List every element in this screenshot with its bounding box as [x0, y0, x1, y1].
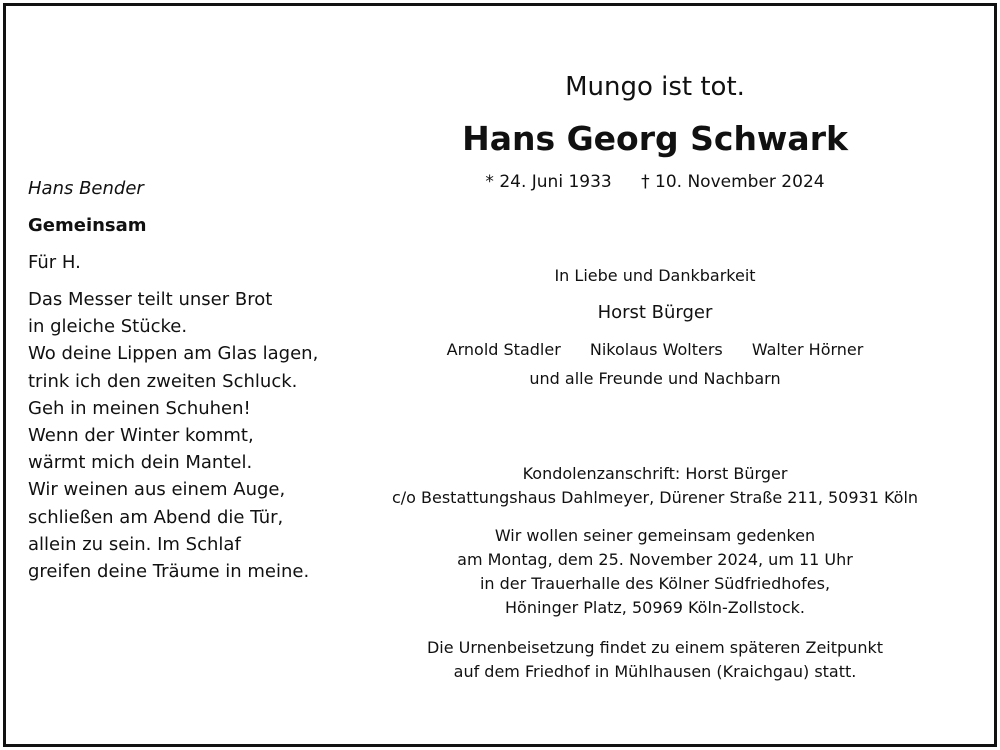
life-dates	[360, 172, 950, 192]
poem-title: Gemeinsam	[28, 215, 147, 236]
poem-line: Wenn der Winter kommt,	[28, 425, 254, 447]
birth-date: * 24. Juni 1933	[485, 172, 612, 192]
poem-line: wärmt mich dein Mantel.	[28, 452, 253, 474]
poem-lines	[28, 286, 358, 585]
mourner-name: Nikolaus Wolters	[589, 340, 723, 359]
condolence-line: c/o Bestattungshaus Dahlmeyer, Dürener Straße 211, 50931 Köln	[391, 488, 919, 507]
poem	[28, 176, 358, 585]
main-mourner: Horst Bürger	[597, 302, 713, 323]
memorial-line: in der Trauerhalle des Kölner Südfriedhofes,	[479, 574, 831, 593]
condolence-address	[360, 462, 950, 510]
poem-line: allein zu sein. Im Schlaf	[28, 533, 241, 555]
burial-line: auf dem Friedhof in Mühlhausen (Kraichgau) statt.	[453, 662, 857, 681]
memorial-line: Höninger Platz, 50969 Köln-Zollstock.	[505, 598, 805, 617]
poem-line: trink ich den zweiten Schluck.	[28, 370, 298, 392]
poem-line: Wo deine Lippen am Glas lagen,	[28, 343, 319, 365]
death-date: † 10. November 2024	[641, 172, 825, 192]
mourner-name: Walter Hörner	[751, 340, 864, 359]
poem-line: Wir weinen aus einem Auge,	[28, 479, 286, 501]
poem-line: Geh in meinen Schuhen!	[28, 397, 251, 419]
poem-author: Hans Bender	[28, 178, 144, 199]
memorial-line: Wir wollen seiner gemeinsam gedenken	[494, 526, 816, 545]
poem-dedication: Für H.	[28, 252, 81, 273]
headline: Mungo ist tot.	[565, 72, 745, 102]
memorial-line: am Montag, dem 25. November 2024, um 11 Uhr	[457, 550, 853, 569]
mourner-name: Arnold Stadler	[446, 340, 561, 359]
burial-line: Die Urnenbeisetzung findet zu einem späteren Zeitpunkt	[426, 638, 883, 657]
poem-line: in gleiche Stücke.	[28, 316, 188, 338]
condolence-line: Kondolenzanschrift: Horst Bürger	[522, 464, 788, 483]
memorial-service	[360, 524, 950, 620]
poem-line: Das Messer teilt unser Brot	[28, 289, 273, 310]
thanks-line: In Liebe und Dankbarkeit	[554, 266, 756, 285]
burial-info	[360, 636, 950, 684]
mourner-names	[360, 338, 950, 362]
friends-line: und alle Freunde und Nachbarn	[529, 369, 781, 388]
poem-line: greifen deine Träume in meine.	[28, 561, 310, 583]
deceased-name: Hans Georg Schwark	[462, 119, 848, 158]
poem-line: schließen am Abend die Tür,	[28, 506, 284, 528]
